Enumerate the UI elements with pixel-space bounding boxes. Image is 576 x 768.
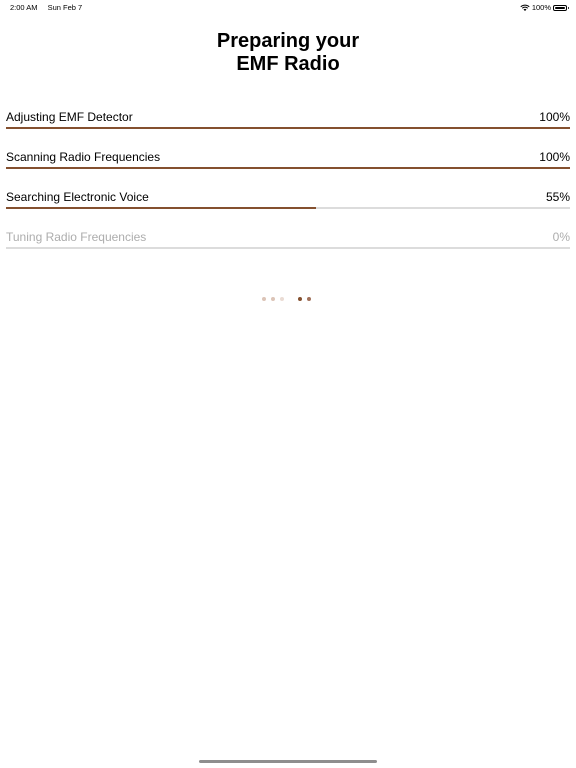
page-title-line-2: EMF Radio <box>236 53 340 75</box>
task-adjusting-emf-detector <box>6 110 570 124</box>
task-tuning-radio-frequencies <box>6 230 570 244</box>
progress-bar <box>6 127 570 129</box>
page-title <box>0 30 576 76</box>
task-percent: 100% <box>539 110 570 124</box>
status-time: 2:00 AM <box>10 3 38 12</box>
task-percent: 0% <box>552 230 570 244</box>
status-date: Sun Feb 7 <box>47 3 83 12</box>
progress-bar <box>6 207 570 209</box>
wifi-icon <box>520 4 530 12</box>
task-percent: 55% <box>545 190 570 204</box>
progress-bar <box>6 167 570 169</box>
progress-fill <box>6 207 316 209</box>
status-bar <box>0 0 576 14</box>
loading-dot <box>280 297 284 301</box>
loading-dot <box>307 297 311 301</box>
task-label: Scanning Radio Frequencies <box>6 150 161 164</box>
home-indicator[interactable] <box>199 760 377 763</box>
loading-dot <box>271 297 275 301</box>
battery-percent: 100% <box>531 3 551 12</box>
task-scanning-radio-frequencies <box>6 150 570 164</box>
loading-dot <box>262 297 266 301</box>
progress-fill <box>6 167 570 169</box>
task-label: Searching Electronic Voice <box>6 190 149 204</box>
loading-dot <box>298 297 302 301</box>
battery-icon <box>553 5 567 11</box>
page-title-line-1: Preparing your <box>216 30 360 52</box>
loading-dot <box>289 297 293 301</box>
task-label: Tuning Radio Frequencies <box>6 230 147 244</box>
progress-fill <box>6 127 570 129</box>
task-searching-electronic-voice <box>6 190 570 204</box>
progress-bar <box>6 247 570 249</box>
task-percent: 100% <box>539 150 570 164</box>
task-label: Adjusting EMF Detector <box>6 110 133 124</box>
